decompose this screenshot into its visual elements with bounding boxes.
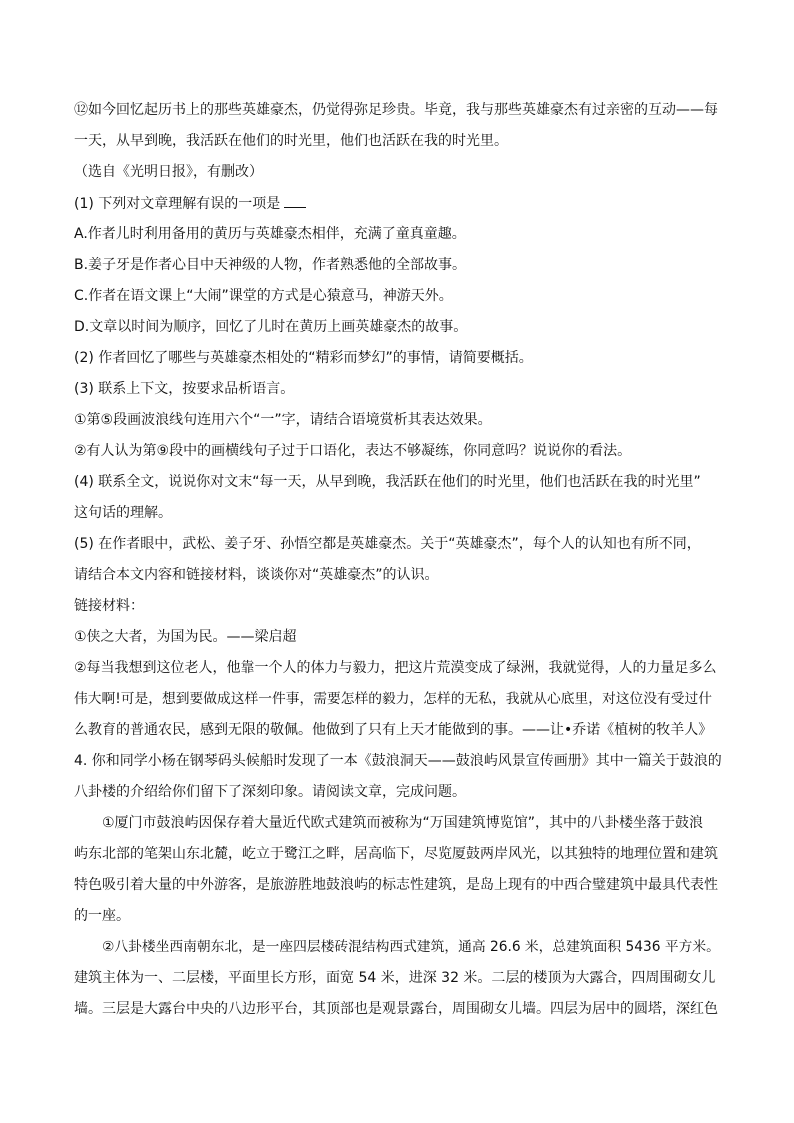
bagua-paragraph-1-line-1: ①厦门市鼓浪屿因保存着大量近代欧式建筑而被称为“万国建筑博览馆”，其中的八卦楼坐落于鼓浪 <box>102 815 704 831</box>
bagua-paragraph-2-line-1: ②八卦楼坐西南朝东北，是一座四层楼砖混结构西式建筑，通高 26.6 米，总建筑面积 5436 平方米。 <box>102 939 720 955</box>
link-material-heading: 链接材料： <box>74 598 144 614</box>
paragraph-12-line-1: ⑫如今回忆起历书上的那些英雄豪杰，仍觉得弥足珍贵。毕竟，我与那些英雄豪杰有过亲密的互动——每 <box>74 102 718 118</box>
answer-blank[interactable] <box>284 193 306 208</box>
question-5-line-1: (5) 在作者眼中，武松、姜子牙、孙悟空都是英雄豪杰。关于“英雄豪杰”，每个人的认知也有所不同， <box>74 536 701 552</box>
link-material-2-line-3: 么教育的普通农民，感到无限的敬佩。他做到了只有上天才能做到的事。——让•乔诺《植树的牧羊人》 <box>74 722 713 738</box>
question-3-part-2: ②有人认为第⑨段中的画横线句子过于口语化，表达不够凝练，你同意吗？说说你的看法。 <box>74 443 632 459</box>
bagua-paragraph-1-line-3: 特色吸引着大量的中外游客，是旅游胜地鼓浪屿的标志性建筑，是岛上现有的中西合璧建筑中最具代表性 <box>74 877 718 893</box>
link-material-2-line-2: 伟大啊!可是，想到要做成这样一件事，需要怎样的毅力，怎样的无私，我就从心底里，对这位没有受过什 <box>74 691 713 707</box>
link-material-2-line-1: ②每当我想到这位老人，他靠一个人的体力与毅力，把这片荒漠变成了绿洲，我就觉得，人的力量足多么 <box>74 660 717 676</box>
bagua-paragraph-2-line-3: 墙。三层是大露台中央的八边形平台，其顶部也是观景露台，周围砌女儿墙。四层为居中的圆塔，深红色 <box>74 1001 718 1017</box>
question-1-text: (1) 下列对文章理解有误的一项是 <box>74 196 281 212</box>
question-5-line-2: 请结合本文内容和链接材料，谈谈你对“英雄豪杰”的认识。 <box>74 567 439 583</box>
question-1 <box>74 193 306 214</box>
link-material-1: ①侠之大者，为国为民。——梁启超 <box>74 629 297 645</box>
paragraph-12-line-2: 一天，从早到晚，我活跃在他们的时光里，他们也活跃在我的时光里。 <box>74 133 508 149</box>
section-4-intro-line-1: 4. 你和同学小杨在钢琴码头候船时发现了一本《鼓浪洞天——鼓浪屿风景宣传画册》其中一篇关于鼓浪的 <box>74 753 722 769</box>
bagua-paragraph-1-line-4: 的一座。 <box>74 908 130 924</box>
question-2: (2) 作者回忆了哪些与英雄豪杰相处的“精彩而梦幻”的事情，请简要概括。 <box>74 350 533 366</box>
option-c: C.作者在语文课上“大闹”课堂的方式是心猿意马，神游天外。 <box>74 288 453 304</box>
question-3-part-1: ①第⑤段画波浪线句连用六个“一”字，请结合语境赏析其表达效果。 <box>74 412 492 428</box>
option-d: D.文章以时间为顺序，回忆了儿时在黄历上画英雄豪杰的故事。 <box>74 319 468 335</box>
question-3: (3) 联系上下文，按要求品析语言。 <box>74 381 295 397</box>
question-4-line-1: (4) 联系全文，说说你对文末“每一天，从早到晚，我活跃在他们的时光里，他们也活跃在我的时光里” <box>74 474 701 490</box>
question-4-line-2: 这句话的理解。 <box>74 505 172 521</box>
source-citation: （选自《光明日报》，有删改） <box>74 164 263 180</box>
bagua-paragraph-2-line-2: 建筑主体为一、二层楼，平面里长方形，面宽 54 米，进深 32 米。二层的楼顶为大露合，四周围砌女儿 <box>74 970 716 986</box>
bagua-paragraph-1-line-2: 屿东北部的笔架山东北麓，屹立于鹭江之畔，居高临下，尽览厦鼓两岸风光，以其独特的地理位置和建筑 <box>74 846 718 862</box>
section-4-intro-line-2: 八卦楼的介绍给你们留下了深刻印象。请阅读文章，完成问题。 <box>74 784 466 800</box>
option-a: A.作者儿时利用备用的黄历与英雄豪杰相伴，充满了童真童趣。 <box>74 226 466 242</box>
option-b: B.姜子牙是作者心目中天神级的人物，作者熟悉他的全部故事。 <box>74 257 467 273</box>
